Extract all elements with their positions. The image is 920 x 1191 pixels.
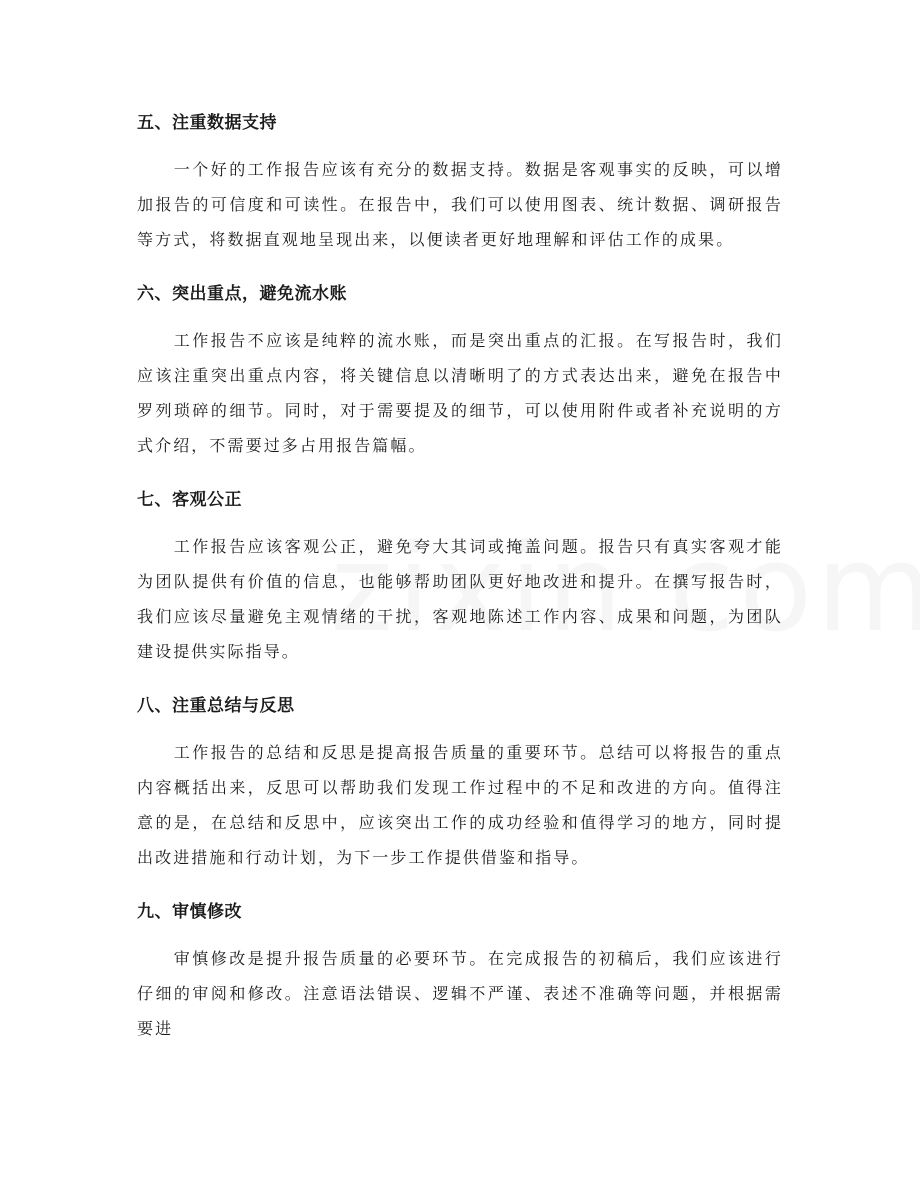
section-heading-8: 八、注重总结与反思 [137,696,295,716]
section-heading-5: 五、注重数据支持 [137,113,277,133]
section-body-5: 一个好的工作报告应该有充分的数据支持。数据是客观事实的反映，可以增加报告的可信度和可读性。在报告中，我们可以使用图表、统计数据、调研报告等方式，将数据直观地呈现出来，以便读者更好地理解和评估工作的成果。 [137,160,783,249]
section-body-9: 审慎修改是提升报告质量的必要环节。在完成报告的初稿后，我们应该进行仔细的审阅和修改。注意语法错误、逻辑不严谨、表述不准确等问题，并根据需要进 [137,949,783,1038]
section-heading-9: 九、审慎修改 [137,902,242,922]
document-content [137,104,783,1064]
section-body-7: 工作报告应该客观公正，避免夸大其词或掩盖问题。报告只有真实客观才能为团队提供有价值的信息，也能够帮助团队更好地改进和提升。在撰写报告时，我们应该尽量避免主观情绪的干扰，客观地陈述工作内容、成果和问题，为团队建设提供实际指导。 [137,537,783,661]
section-heading-6: 六、突出重点，避免流水账 [137,284,347,304]
section-heading-7: 七、客观公正 [137,490,242,510]
section-body-6: 工作报告不应该是纯粹的流水账，而是突出重点的汇报。在写报告时，我们应该注重突出重点内容，将关键信息以清晰明了的方式表达出来，避免在报告中罗列琐碎的细节。同时，对于需要提及的细节，可以使用附件或者补充说明的方式介绍，不需要过多占用报告篇幅。 [137,331,783,455]
section-body-8: 工作报告的总结和反思是提高报告质量的重要环节。总结可以将报告的重点内容概括出来，反思可以帮助我们发现工作过程中的不足和改进的方向。值得注意的是，在总结和反思中，应该突出工作的成功经验和值得学习的地方，同时提出改进措施和行动计划，为下一步工作提供借鉴和指导。 [137,743,783,867]
